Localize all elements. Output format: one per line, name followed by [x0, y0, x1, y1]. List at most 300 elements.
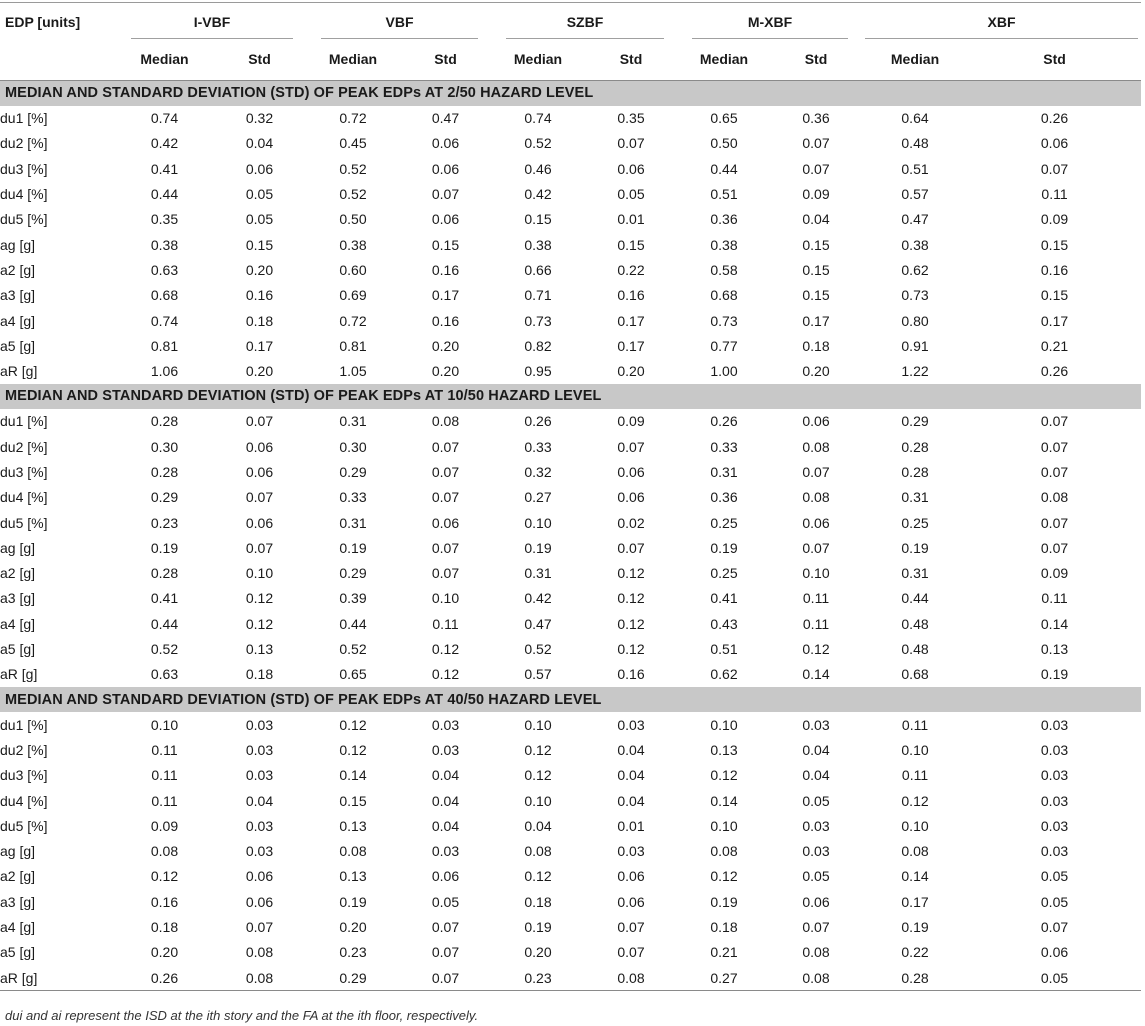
std-cell: 0.03 — [245, 716, 274, 733]
std-cell: 0.10 — [431, 590, 460, 607]
median-cell: 0.68 — [150, 287, 179, 304]
median-cell: 0.12 — [339, 716, 367, 733]
table-row — [0, 940, 1141, 965]
median-cell: 0.48 — [901, 135, 929, 152]
median-cell: 0.51 — [710, 641, 738, 658]
row-label: a4 [g] — [0, 312, 36, 329]
median-cell: 0.43 — [710, 615, 738, 632]
table-row — [0, 156, 1141, 181]
std-cell: 0.16 — [617, 666, 645, 683]
median-cell: 0.47 — [901, 211, 929, 228]
median-cell: 0.23 — [150, 514, 179, 531]
std-cell: 0.07 — [431, 489, 460, 506]
row-label: a5 [g] — [0, 337, 36, 354]
median-cell: 0.18 — [710, 919, 738, 936]
std-cell: 0.04 — [802, 211, 830, 228]
row-label: a3 [g] — [0, 287, 36, 304]
table-row — [0, 283, 1141, 308]
median-cell: 0.51 — [901, 160, 929, 177]
std-cell: 0.04 — [802, 767, 830, 784]
section-title: MEDIAN AND STANDARD DEVIATION (STD) OF PEAK EDPs AT 10/50 HAZARD LEVEL — [0, 384, 1141, 409]
std-cell: 0.08 — [770, 965, 862, 991]
std-cell: 0.05 — [431, 893, 460, 910]
edp-column-header: EDP [units] — [5, 14, 81, 30]
std-cell: 0.03 — [1040, 843, 1069, 860]
std-cell: 0.07 — [431, 438, 460, 455]
median-cell: 0.27 — [524, 489, 552, 506]
median-cell: 0.65 — [339, 666, 367, 683]
group-header-row — [0, 3, 1141, 40]
median-cell: 0.19 — [524, 539, 552, 556]
median-cell: 0.28 — [862, 965, 968, 991]
std-cell: 0.26 — [1040, 110, 1069, 127]
median-cell: 0.12 — [710, 868, 738, 885]
row-label: a3 [g] — [0, 590, 36, 607]
median-cell: 0.19 — [901, 539, 929, 556]
median-cell: 0.29 — [307, 965, 399, 991]
std-cell: 0.16 — [431, 261, 460, 278]
median-cell: 0.26 — [524, 413, 552, 430]
median-cell: 0.60 — [339, 261, 367, 278]
std-cell: 0.06 — [802, 413, 830, 430]
median-cell: 0.28 — [901, 464, 929, 480]
median-cell: 0.28 — [901, 438, 929, 455]
std-cell: 0.07 — [1040, 464, 1069, 480]
median-cell: 0.57 — [901, 186, 929, 203]
row-label: a2 [g] — [0, 261, 36, 278]
row-label: du3 [%] — [0, 160, 48, 177]
std-cell: 0.12 — [617, 641, 645, 658]
std-cell: 0.06 — [245, 160, 274, 177]
std-cell: 0.15 — [245, 236, 274, 253]
table-row — [0, 106, 1141, 131]
std-cell: 0.03 — [617, 843, 645, 860]
std-cell: 0.12 — [431, 641, 460, 658]
median-cell: 0.45 — [339, 135, 367, 152]
median-cell: 0.44 — [901, 590, 929, 607]
std-cell: 0.04 — [245, 135, 274, 152]
median-cell: 0.31 — [901, 489, 929, 506]
std-cell: 0.14 — [1040, 615, 1069, 632]
median-cell: 0.44 — [150, 186, 179, 203]
median-cell: 0.21 — [710, 944, 738, 961]
std-cell: 0.20 — [245, 363, 274, 380]
table-row — [0, 763, 1141, 788]
table-row — [0, 535, 1141, 560]
std-cell: 0.03 — [431, 741, 460, 758]
median-cell: 0.31 — [339, 413, 367, 430]
std-cell: 0.07 — [431, 919, 460, 936]
std-cell: 0.06 — [431, 868, 460, 885]
median-cell: 0.13 — [710, 741, 738, 758]
row-label: du2 [%] — [0, 438, 48, 455]
group-name: M-XBF — [692, 14, 848, 39]
std-cell: 0.03 — [1040, 792, 1069, 809]
std-cell: 0.05 — [617, 186, 645, 203]
std-cell: 0.20 — [431, 337, 460, 354]
group-header-i-vbf — [117, 3, 307, 40]
std-cell: 0.06 — [1040, 135, 1069, 152]
median-cell: 0.25 — [710, 565, 738, 582]
median-cell: 0.44 — [710, 160, 738, 177]
median-cell: 0.50 — [339, 211, 367, 228]
std-cell: 0.01 — [617, 817, 645, 834]
std-cell: 0.15 — [802, 287, 830, 304]
median-cell: 0.66 — [524, 261, 552, 278]
median-cell: 0.15 — [339, 792, 367, 809]
median-cell: 0.42 — [150, 135, 179, 152]
std-cell: 0.07 — [431, 186, 460, 203]
std-cell: 0.06 — [245, 464, 274, 480]
median-cell: 0.08 — [524, 843, 552, 860]
std-cell: 0.11 — [1041, 186, 1068, 203]
std-cell: 0.04 — [617, 741, 645, 758]
std-cell: 0.17 — [617, 312, 645, 329]
median-cell: 0.30 — [339, 438, 367, 455]
subheader-row — [0, 40, 1141, 80]
table-row — [0, 358, 1141, 383]
median-cell: 0.26 — [117, 965, 212, 991]
median-cell: 0.12 — [339, 741, 367, 758]
std-cell: 0.06 — [431, 160, 460, 177]
std-header: Std — [399, 40, 492, 80]
std-cell: 0.20 — [245, 261, 274, 278]
std-cell: 0.07 — [1040, 413, 1069, 430]
median-cell: 0.82 — [524, 337, 552, 354]
row-label: du1 [%] — [0, 110, 48, 127]
row-label: du2 [%] — [0, 135, 48, 152]
std-cell: 0.11 — [802, 615, 830, 632]
std-cell: 0.05 — [245, 211, 274, 228]
std-cell: 0.07 — [802, 135, 830, 152]
table-body — [0, 80, 1141, 991]
median-cell: 0.36 — [710, 211, 738, 228]
median-cell: 0.33 — [710, 438, 738, 455]
std-cell: 0.07 — [431, 944, 460, 961]
std-cell: 0.09 — [1040, 565, 1069, 582]
median-cell: 0.18 — [150, 919, 179, 936]
row-label: a5 [g] — [0, 641, 36, 658]
row-label: aR [g] — [0, 363, 38, 380]
median-cell: 0.10 — [524, 792, 552, 809]
median-cell: 0.18 — [524, 893, 552, 910]
table-footnote: dui and ai represent the ISD at the ith story and the FA at the ith floor, respectively. — [5, 1008, 479, 1023]
std-cell: 0.15 — [1040, 236, 1069, 253]
median-cell: 0.68 — [901, 666, 929, 683]
std-cell: 0.35 — [617, 110, 645, 127]
std-cell: 0.04 — [431, 817, 460, 834]
row-label: ag [g] — [0, 236, 36, 253]
table-row — [0, 839, 1141, 864]
std-cell: 0.15 — [617, 236, 645, 253]
group-header-szbf — [492, 3, 678, 40]
median-cell: 0.08 — [339, 843, 367, 860]
median-cell: 0.52 — [524, 135, 552, 152]
std-cell: 0.04 — [245, 792, 274, 809]
row-label: du3 [%] — [0, 767, 48, 784]
std-cell: 0.04 — [431, 767, 460, 784]
table-row — [0, 409, 1141, 434]
table-row — [0, 611, 1141, 636]
median-cell: 0.10 — [901, 741, 929, 758]
std-cell: 0.04 — [431, 792, 460, 809]
std-cell: 0.08 — [802, 438, 830, 455]
table-row — [0, 813, 1141, 838]
median-cell: 0.51 — [710, 186, 738, 203]
std-cell: 0.18 — [802, 337, 830, 354]
median-cell: 0.31 — [339, 514, 367, 531]
median-cell: 0.30 — [150, 438, 179, 455]
median-cell: 0.20 — [339, 919, 367, 936]
std-cell: 0.18 — [245, 312, 274, 329]
median-cell: 0.29 — [339, 464, 367, 480]
median-cell: 0.44 — [150, 615, 179, 632]
std-cell: 0.03 — [431, 716, 460, 733]
group-name: SZBF — [506, 14, 664, 39]
group-name: XBF — [865, 14, 1138, 39]
table-row — [0, 965, 1141, 991]
median-cell: 0.14 — [710, 792, 738, 809]
median-cell: 0.10 — [150, 716, 179, 733]
median-cell: 0.35 — [150, 211, 179, 228]
median-cell: 0.10 — [524, 514, 552, 531]
std-cell: 0.12 — [802, 641, 830, 658]
std-cell: 0.08 — [212, 965, 307, 991]
std-cell: 0.05 — [802, 792, 830, 809]
median-cell: 0.52 — [339, 186, 367, 203]
row-label: du4 [%] — [0, 186, 48, 203]
median-cell: 0.20 — [524, 944, 552, 961]
std-cell: 0.03 — [617, 716, 645, 733]
median-cell: 0.64 — [901, 110, 929, 127]
median-cell: 0.19 — [339, 893, 367, 910]
median-cell: 0.74 — [150, 110, 179, 127]
row-label: ag [g] — [0, 539, 36, 556]
table-row — [0, 510, 1141, 535]
median-cell: 0.12 — [524, 741, 552, 758]
std-cell: 0.03 — [802, 843, 830, 860]
std-cell: 0.05 — [1040, 868, 1069, 885]
table-row — [0, 914, 1141, 939]
median-cell: 0.16 — [150, 893, 179, 910]
std-cell: 0.16 — [617, 287, 645, 304]
median-cell: 0.12 — [710, 767, 738, 784]
std-cell: 0.15 — [431, 236, 460, 253]
row-label: du1 [%] — [0, 413, 48, 430]
median-cell: 0.42 — [524, 186, 552, 203]
median-header: Median — [678, 40, 770, 80]
std-cell: 0.07 — [1040, 160, 1069, 177]
median-cell: 0.27 — [678, 965, 770, 991]
median-cell: 0.38 — [150, 236, 179, 253]
median-cell: 0.72 — [339, 110, 367, 127]
median-cell: 0.58 — [710, 261, 738, 278]
median-cell: 0.19 — [150, 539, 179, 556]
row-label: du5 [%] — [0, 817, 48, 834]
median-cell: 0.29 — [150, 489, 179, 506]
median-cell: 0.81 — [339, 337, 367, 354]
row-label: a3 [g] — [0, 893, 36, 910]
median-cell: 0.28 — [150, 565, 179, 582]
table-row — [0, 485, 1141, 510]
group-header-vbf — [307, 3, 492, 40]
median-cell: 0.14 — [901, 868, 929, 885]
std-cell: 0.07 — [245, 413, 274, 430]
std-cell: 0.06 — [431, 135, 460, 152]
median-cell: 0.29 — [901, 413, 929, 430]
table-row — [0, 889, 1141, 914]
table-row — [0, 131, 1141, 156]
std-cell: 0.07 — [399, 965, 492, 991]
median-cell: 0.38 — [901, 236, 929, 253]
median-cell: 0.80 — [901, 312, 929, 329]
median-cell: 0.28 — [150, 413, 179, 430]
row-label: du3 [%] — [0, 464, 48, 480]
table-row — [0, 257, 1141, 282]
median-cell: 0.15 — [524, 211, 552, 228]
median-cell: 0.44 — [339, 615, 367, 632]
median-cell: 0.10 — [524, 716, 552, 733]
std-cell: 0.04 — [802, 741, 830, 758]
std-cell: 0.07 — [1040, 438, 1069, 455]
median-cell: 0.23 — [339, 944, 367, 961]
std-cell: 0.17 — [431, 287, 460, 304]
std-cell: 0.06 — [245, 438, 274, 455]
std-cell: 0.05 — [802, 868, 830, 885]
median-cell: 0.48 — [901, 641, 929, 658]
std-cell: 0.13 — [1040, 641, 1069, 658]
std-header: Std — [968, 40, 1141, 80]
table-row — [0, 459, 1141, 484]
std-cell: 0.32 — [245, 110, 274, 127]
median-cell: 0.38 — [524, 236, 552, 253]
std-cell: 0.17 — [245, 337, 274, 354]
std-cell: 0.04 — [617, 792, 645, 809]
median-cell: 0.29 — [339, 565, 367, 582]
median-header: Median — [492, 40, 584, 80]
std-cell: 0.07 — [802, 160, 830, 177]
median-cell: 0.95 — [524, 363, 552, 380]
std-cell: 0.14 — [802, 666, 830, 683]
median-cell: 0.57 — [524, 666, 552, 683]
section-title: MEDIAN AND STANDARD DEVIATION (STD) OF PEAK EDPs AT 2/50 HAZARD LEVEL — [0, 80, 1141, 106]
median-cell: 0.31 — [901, 565, 929, 582]
table-row — [0, 662, 1141, 687]
std-cell: 0.11 — [802, 590, 830, 607]
median-cell: 0.68 — [710, 287, 738, 304]
table-row — [0, 181, 1141, 206]
median-cell: 0.38 — [339, 236, 367, 253]
median-cell: 0.74 — [524, 110, 552, 127]
median-cell: 0.50 — [710, 135, 738, 152]
median-cell: 1.22 — [901, 363, 929, 380]
table-row — [0, 434, 1141, 459]
median-cell: 0.11 — [151, 767, 178, 784]
std-cell: 0.06 — [431, 211, 460, 228]
median-cell: 0.63 — [150, 666, 179, 683]
median-cell: 0.12 — [150, 868, 179, 885]
median-cell: 1.05 — [339, 363, 367, 380]
std-cell: 0.12 — [431, 666, 460, 683]
std-cell: 0.03 — [245, 767, 274, 784]
median-cell: 1.00 — [710, 363, 738, 380]
std-cell: 0.06 — [617, 868, 645, 885]
median-cell: 0.26 — [710, 413, 738, 430]
row-label: a4 [g] — [0, 919, 36, 936]
median-cell: 1.06 — [150, 363, 179, 380]
std-cell: 0.07 — [431, 464, 460, 480]
std-cell: 0.03 — [1040, 817, 1069, 834]
std-cell: 0.08 — [431, 413, 460, 430]
std-cell: 0.04 — [617, 767, 645, 784]
median-cell: 0.46 — [524, 160, 552, 177]
std-cell: 0.07 — [617, 135, 645, 152]
std-cell: 0.06 — [245, 514, 274, 531]
median-cell: 0.17 — [901, 893, 929, 910]
std-cell: 0.09 — [1040, 211, 1069, 228]
std-cell: 0.20 — [431, 363, 460, 380]
std-cell: 0.07 — [1040, 539, 1069, 556]
median-cell: 0.19 — [339, 539, 367, 556]
median-cell: 0.31 — [524, 565, 552, 582]
median-cell: 0.12 — [901, 792, 929, 809]
table-row — [0, 712, 1141, 737]
row-label: du4 [%] — [0, 489, 48, 506]
section-title: MEDIAN AND STANDARD DEVIATION (STD) OF PEAK EDPs AT 40/50 HAZARD LEVEL — [0, 687, 1141, 712]
median-cell: 0.72 — [339, 312, 367, 329]
median-cell: 0.47 — [524, 615, 552, 632]
row-label: a4 [g] — [0, 615, 36, 632]
std-cell: 0.15 — [802, 236, 830, 253]
median-cell: 0.19 — [524, 919, 552, 936]
median-cell: 0.33 — [339, 489, 367, 506]
median-cell: 0.73 — [710, 312, 738, 329]
table-row — [0, 636, 1141, 661]
median-cell: 0.81 — [150, 337, 179, 354]
median-cell: 0.71 — [524, 287, 552, 304]
median-cell: 0.23 — [492, 965, 584, 991]
median-cell: 0.10 — [710, 716, 738, 733]
std-cell: 0.07 — [802, 464, 830, 480]
std-cell: 0.06 — [802, 514, 830, 531]
median-cell: 0.63 — [150, 261, 179, 278]
std-header: Std — [770, 40, 862, 80]
std-cell: 0.03 — [802, 817, 830, 834]
row-label: aR [g] — [0, 666, 38, 683]
median-cell: 0.91 — [901, 337, 929, 354]
row-label: du4 [%] — [0, 792, 48, 809]
std-cell: 0.11 — [1041, 590, 1068, 607]
std-cell: 0.09 — [802, 186, 830, 203]
median-cell: 0.08 — [901, 843, 929, 860]
median-cell: 0.48 — [901, 615, 929, 632]
row-label: a2 [g] — [0, 868, 36, 885]
median-cell: 0.10 — [901, 817, 929, 834]
std-cell: 0.47 — [431, 110, 460, 127]
group-header-xbf — [862, 3, 1141, 40]
median-cell: 0.14 — [339, 767, 367, 784]
std-cell: 0.10 — [802, 565, 830, 582]
std-cell: 0.06 — [1040, 944, 1069, 961]
std-cell: 0.07 — [617, 438, 645, 455]
std-cell: 0.07 — [617, 944, 645, 961]
std-cell: 0.17 — [1040, 312, 1069, 329]
median-cell: 0.11 — [151, 741, 178, 758]
std-cell: 0.16 — [1040, 261, 1069, 278]
median-cell: 0.13 — [339, 817, 367, 834]
std-cell: 0.08 — [1040, 489, 1069, 506]
std-cell: 0.11 — [432, 615, 459, 632]
